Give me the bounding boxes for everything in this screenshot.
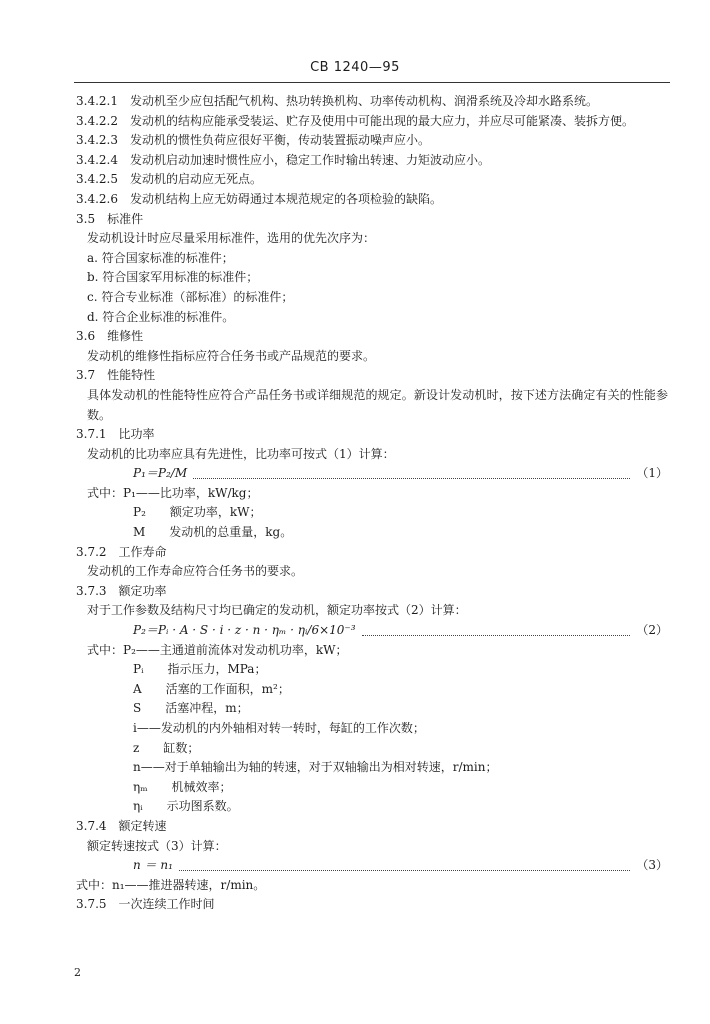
formula-1 xyxy=(76,464,668,484)
formula-2-expression: P₂＝Pᵢ · A · S · i · z · n · ηₘ · ηᵢ/6×10⁻³ xyxy=(133,623,356,638)
document-body xyxy=(76,92,668,915)
section-heading-3-7-3: 3.7.3 额定功率 xyxy=(76,583,167,598)
where-clause: 式中：P₁——比功率，kW/kg； xyxy=(87,485,259,500)
variable-definition: P₂ 额定功率，kW； xyxy=(133,505,262,520)
variable-definition: S 活塞冲程，m； xyxy=(133,701,249,716)
where-clause: 式中：n₁——推进器转速，r/min。 xyxy=(76,877,266,892)
formula-3-number: （3） xyxy=(636,858,668,873)
variable-definition: M 发动机的总重量，kg。 xyxy=(133,525,293,540)
list-item-b: b. 符合国家军用标准的标准件； xyxy=(87,270,259,285)
clause-3-4-2-6: 3.4.2.6 发动机结构上应无妨碍通过本规范规定的各项检验的缺陷。 xyxy=(76,191,442,206)
page-number: 2 xyxy=(74,966,81,979)
where-clause: 式中：P₂——主通道前流体对发动机功率，kW； xyxy=(87,642,348,657)
variable-definition: Pᵢ 指示压力，MPa； xyxy=(133,662,267,677)
variable-definition: ηₘ 机械效率； xyxy=(133,779,232,794)
variable-definition: ηᵢ 示功图系数。 xyxy=(133,799,239,814)
variable-definition: A 活塞的工作面积，m²； xyxy=(133,681,290,696)
clause-3-4-2-3: 3.4.2.3 发动机的惯性负荷应很好平衡，传动装置振动噪声应小。 xyxy=(76,133,430,148)
formula-1-number: （1） xyxy=(636,466,668,481)
formula-2 xyxy=(76,621,668,641)
section-heading-3-7-1: 3.7.1 比功率 xyxy=(76,427,155,442)
variable-definition: z 缸数； xyxy=(133,740,200,755)
section-heading-3-7: 3.7 性能特性 xyxy=(76,368,156,383)
standard-code: CB 1240—95 xyxy=(310,60,400,75)
paragraph: 对于工作参数及结构尺寸均已确定的发动机，额定功率按式（2）计算： xyxy=(87,603,467,618)
leader-dots xyxy=(362,626,631,636)
header-rule xyxy=(74,82,670,83)
section-heading-3-7-4: 3.7.4 额定转速 xyxy=(76,818,167,833)
variable-definition: n——对于单轴输出为轴的转速，对于双轴输出为相对转速，r/min； xyxy=(133,760,498,775)
paragraph: 发动机设计时应尽量采用标准件，选用的优先次序为： xyxy=(87,231,376,246)
list-item-a: a. 符合国家标准的标准件； xyxy=(87,250,234,265)
paragraph: 发动机的工作寿命应符合任务书的要求。 xyxy=(87,564,304,579)
clause-3-4-2-2: 3.4.2.2 发动机的结构应能承受装运、贮存及使用中可能出现的最大应力，并应尽可能紧凑、装拆方便。 xyxy=(76,113,634,128)
leader-dots xyxy=(193,469,630,479)
paragraph: 额定转速按式（3）计算： xyxy=(87,838,227,853)
clause-3-4-2-5: 3.4.2.5 发动机的启动应无死点。 xyxy=(76,172,262,187)
variable-definition: i——发动机的内外轴相对转一转时，每缸的工作次数； xyxy=(133,721,425,735)
section-heading-3-6: 3.6 维修性 xyxy=(76,329,144,344)
formula-3 xyxy=(76,856,668,876)
leader-dots xyxy=(179,861,630,871)
paragraph: 具体发动机的性能特性应符合产品任务书或详细规范的规定。新设计发动机时，按下述方法确定有关的性能参数。 xyxy=(87,387,668,422)
list-item-d: d. 符合企业标准的标准件。 xyxy=(87,309,235,324)
clause-3-4-2-1: 3.4.2.1 发动机至少应包括配气机构、热功转换机构、功率传动机构、润滑系统及冷却水路系统。 xyxy=(76,94,598,108)
formula-2-number: （2） xyxy=(636,623,668,638)
section-heading-3-7-2: 3.7.2 工作寿命 xyxy=(76,544,167,559)
section-heading-3-5: 3.5 标准件 xyxy=(76,211,144,226)
formula-3-expression: n ＝ n₁ xyxy=(133,858,173,873)
section-heading-3-7-5: 3.7.5 一次连续工作时间 xyxy=(76,897,215,912)
paragraph: 发动机的比功率应具有先进性，比功率可按式（1）计算： xyxy=(87,446,395,461)
formula-1-expression: P₁＝P₂/M xyxy=(133,466,188,481)
list-item-c: c. 符合专业标准（部标准）的标准件； xyxy=(87,289,294,304)
paragraph: 发动机的维修性指标应符合任务书或产品规范的要求。 xyxy=(87,348,376,363)
clause-3-4-2-4: 3.4.2.4 发动机启动加速时惯性应小，稳定工作时输出转速、力矩波动应小。 xyxy=(76,152,490,167)
